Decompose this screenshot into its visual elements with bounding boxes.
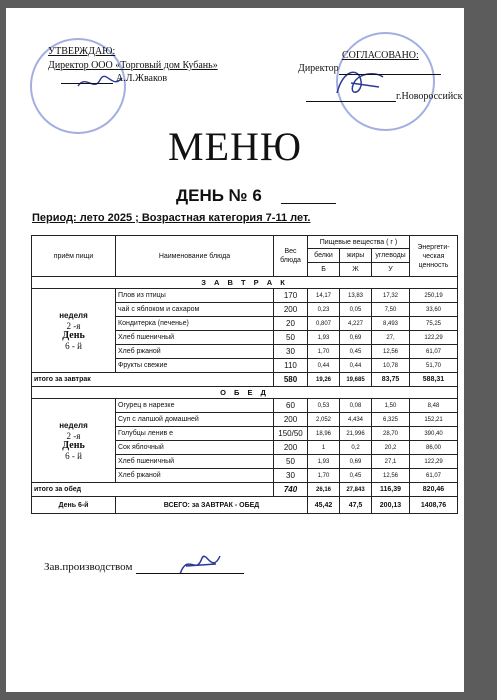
dish-weight: 110 xyxy=(274,359,308,373)
dish-weight: 200 xyxy=(274,303,308,317)
dish-weight: 20 xyxy=(274,317,308,331)
dish-name: Сок яблочный xyxy=(116,441,274,455)
dish-carbs: 7,50 xyxy=(372,303,410,317)
dish-fats: 0,05 xyxy=(340,303,372,317)
dish-fats: 0,45 xyxy=(340,469,372,483)
agreed-city: г.Новороссийск xyxy=(396,91,463,102)
col-meal-header: приём пищи xyxy=(32,236,116,277)
day-label: День xyxy=(62,439,85,451)
lunch-total-fats: 27,843 xyxy=(340,483,372,497)
grand-total-fats: 47,5 xyxy=(340,497,372,514)
dish-energy: 61,07 xyxy=(410,345,458,359)
dish-weight: 30 xyxy=(274,345,308,359)
col-proteins-header: белки xyxy=(308,249,340,263)
menu-document xyxy=(6,8,464,692)
dish-proteins: 18,96 xyxy=(308,427,340,441)
col-dish-header: Наименование блюда xyxy=(116,236,274,277)
table-header-row xyxy=(32,236,458,249)
breakfast-total-carbs: 83,75 xyxy=(372,373,410,387)
breakfast-total-row xyxy=(32,373,458,387)
dish-name: Кондитерка (печенье) xyxy=(116,317,274,331)
breakfast-total-weight: 580 xyxy=(274,373,308,387)
approve-line: Директор ООО «Торговый дом Кубань» xyxy=(48,60,218,71)
dish-name: Хлеб ржаной xyxy=(116,469,274,483)
breakfast-total-proteins: 19,26 xyxy=(308,373,340,387)
grand-total-energy: 1408,76 xyxy=(410,497,458,514)
col-nutrients-header: Пищевые вещества ( г ) xyxy=(308,236,410,249)
approve-title: УТВЕРЖДАЮ: xyxy=(48,46,116,57)
dish-energy: 33,60 xyxy=(410,303,458,317)
dish-proteins: 1 xyxy=(308,441,340,455)
dish-fats: 0,69 xyxy=(340,455,372,469)
dish-name: Фрукты свежие xyxy=(116,359,274,373)
breakfast-row xyxy=(32,289,458,303)
col-carbs-header: углеводы xyxy=(372,249,410,263)
grand-total-proteins: 45,42 xyxy=(308,497,340,514)
agreed-city-line xyxy=(306,101,396,102)
col-zh-header: Ж xyxy=(340,263,372,277)
dish-energy: 152,21 xyxy=(410,413,458,427)
dish-weight: 30 xyxy=(274,469,308,483)
dish-weight: 200 xyxy=(274,413,308,427)
dish-energy: 75,25 xyxy=(410,317,458,331)
dish-fats: 0,44 xyxy=(340,359,372,373)
dish-energy: 390,40 xyxy=(410,427,458,441)
dish-weight: 150/50 xyxy=(274,427,308,441)
day-number-label: 2 -я xyxy=(66,320,81,331)
lunch-title: О Б Е Д xyxy=(32,387,458,399)
dish-name: Голубцы ленив е xyxy=(116,427,274,441)
dish-carbs: 27, xyxy=(372,331,410,345)
dish-name: Огурец в нарезке xyxy=(116,399,274,413)
day-num-label: 6 - й xyxy=(65,340,82,351)
agreed-director: Директор xyxy=(298,63,339,74)
dish-proteins: 0,53 xyxy=(308,399,340,413)
dish-proteins: 1,93 xyxy=(308,455,340,469)
dish-carbs: 28,70 xyxy=(372,427,410,441)
grand-day-label: День 6-й xyxy=(32,497,116,514)
day-week-label: неделя xyxy=(59,310,88,320)
dish-weight: 50 xyxy=(274,331,308,345)
dish-fats: 4,227 xyxy=(340,317,372,331)
breakfast-total-label: итого за завтрак xyxy=(32,373,274,387)
dish-carbs: 20,2 xyxy=(372,441,410,455)
breakfast-day-cell xyxy=(32,289,116,373)
day-title: ДЕНЬ № 6 xyxy=(176,186,262,205)
dish-proteins: 1,93 xyxy=(308,331,340,345)
dish-fats: 0,08 xyxy=(340,399,372,413)
dish-name: Суп с лапшой домашней xyxy=(116,413,274,427)
dish-energy: 122,29 xyxy=(410,455,458,469)
page-title: МЕНЮ xyxy=(168,124,302,169)
day-number-label: 2 -я xyxy=(66,430,81,441)
dish-proteins: 14,17 xyxy=(308,289,340,303)
dish-fats: 13,83 xyxy=(340,289,372,303)
lunch-total-energy: 820,46 xyxy=(410,483,458,497)
breakfast-total-energy: 588,31 xyxy=(410,373,458,387)
agreed-title: СОГЛАСОВАНО: xyxy=(342,50,419,61)
dish-proteins: 1,70 xyxy=(308,469,340,483)
production-head-label: Зав.производством xyxy=(44,561,133,573)
dish-weight: 50 xyxy=(274,455,308,469)
day-num-label: 6 - й xyxy=(65,450,82,461)
dish-weight: 60 xyxy=(274,399,308,413)
production-head-line xyxy=(136,573,244,574)
dish-name: Хлеб ржаной xyxy=(116,345,274,359)
approve-name-line xyxy=(61,83,113,84)
breakfast-total-fats: 19,685 xyxy=(340,373,372,387)
dish-carbs: 6,325 xyxy=(372,413,410,427)
dish-fats: 4,434 xyxy=(340,413,372,427)
dish-fats: 21,996 xyxy=(340,427,372,441)
dish-carbs: 10,78 xyxy=(372,359,410,373)
lunch-total-proteins: 26,16 xyxy=(308,483,340,497)
dish-carbs: 12,56 xyxy=(372,469,410,483)
production-signature xyxy=(176,548,226,580)
dish-proteins: 0,23 xyxy=(308,303,340,317)
dish-proteins: 0,807 xyxy=(308,317,340,331)
dish-energy: 61,07 xyxy=(410,469,458,483)
dish-carbs: 1,50 xyxy=(372,399,410,413)
grand-total-row xyxy=(32,497,458,514)
agreed-director-line xyxy=(339,74,441,75)
dish-energy: 250,19 xyxy=(410,289,458,303)
dish-proteins: 2,052 xyxy=(308,413,340,427)
dish-energy: 51,70 xyxy=(410,359,458,373)
dish-fats: 0,45 xyxy=(340,345,372,359)
lunch-day-cell xyxy=(32,399,116,483)
day-label: День xyxy=(62,329,85,341)
day-title-underline xyxy=(281,203,336,204)
dish-name: чай с яблоком и сахаром xyxy=(116,303,274,317)
grand-total-label: ВСЕГО: за ЗАВТРАК - ОБЕД xyxy=(116,497,308,514)
col-weight-header: Вес блюда xyxy=(274,236,308,277)
dish-energy: 86,00 xyxy=(410,441,458,455)
dish-name: Хлеб пшеничный xyxy=(116,331,274,345)
col-u-header: У xyxy=(372,263,410,277)
col-b-header: Б xyxy=(308,263,340,277)
dish-carbs: 12,56 xyxy=(372,345,410,359)
breakfast-title: З А В Т Р А К xyxy=(32,277,458,289)
dish-fats: 0,2 xyxy=(340,441,372,455)
dish-carbs: 17,32 xyxy=(372,289,410,303)
lunch-total-weight: 740 xyxy=(274,483,308,497)
dish-name: Плов из птицы xyxy=(116,289,274,303)
day-week-label: неделя xyxy=(59,420,88,430)
dish-proteins: 0,44 xyxy=(308,359,340,373)
period-line: Период: лето 2025 ; Возрастная категория 7-11 лет. xyxy=(32,212,311,224)
dish-proteins: 1,70 xyxy=(308,345,340,359)
col-energy-header: Энергети-ческая ценность xyxy=(410,236,458,277)
breakfast-section-row xyxy=(32,277,458,289)
approve-name: А.Л.Жваков xyxy=(116,73,168,84)
col-fats-header: жиры xyxy=(340,249,372,263)
lunch-total-row xyxy=(32,483,458,497)
agreed-signature xyxy=(331,63,391,103)
grand-total-carbs: 200,13 xyxy=(372,497,410,514)
lunch-total-label: итого за обед xyxy=(32,483,274,497)
lunch-row xyxy=(32,399,458,413)
dish-carbs: 27,1 xyxy=(372,455,410,469)
dish-name: Хлеб пшеничный xyxy=(116,455,274,469)
menu-table xyxy=(31,235,458,514)
lunch-section-row xyxy=(32,387,458,399)
dish-carbs: 8,493 xyxy=(372,317,410,331)
dish-energy: 122,29 xyxy=(410,331,458,345)
dish-weight: 170 xyxy=(274,289,308,303)
dish-energy: 8,48 xyxy=(410,399,458,413)
lunch-total-carbs: 116,39 xyxy=(372,483,410,497)
dish-weight: 200 xyxy=(274,441,308,455)
dish-fats: 0,69 xyxy=(340,331,372,345)
